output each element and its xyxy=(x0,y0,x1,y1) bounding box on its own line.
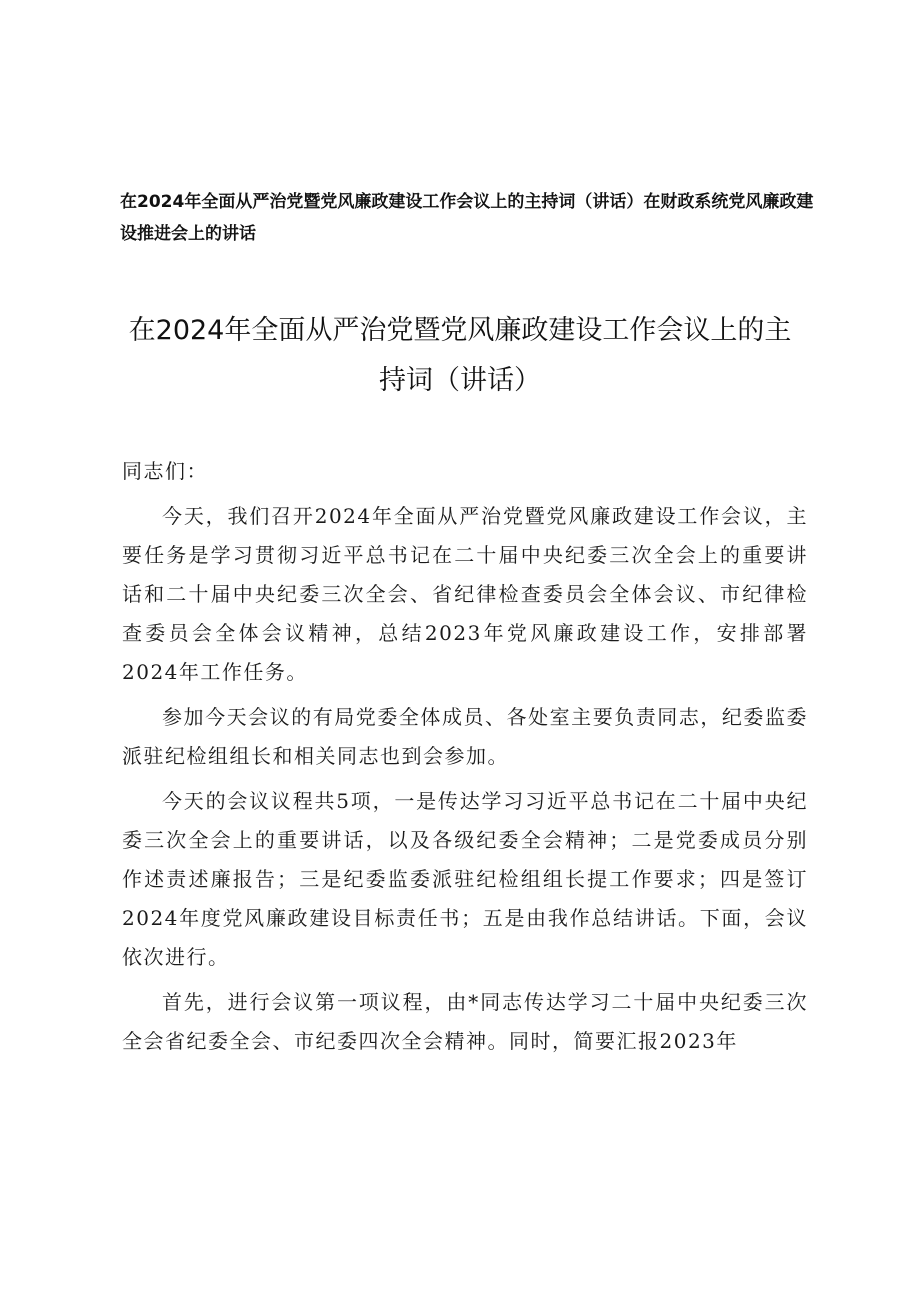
body-paragraph: 首先，进行会议第一项议程，由*同志传达学习二十届中央纪委三次全会省纪委全会、市纪委四次全会精神。同时，简要汇报2023年 xyxy=(122,990,808,1053)
body-paragraph: 参加今天会议的有局党委全体成员、各处室主要负责同志，纪委监委派驻纪检组组长和相关同志也到会参加。 xyxy=(122,705,808,768)
body-paragraph: 今天，我们召开2024年全面从严治党暨党风廉政建设工作会议，主要任务是学习贯彻习近平总书记在二十届中央纪委三次全会上的重要讲话和二十届中央纪委三次全会、省纪律检查委员会全体会议、市纪律检查委员会全体会议精神，总结2023年党风廉政建设工作，安排部署2024年工作任务。 xyxy=(122,504,808,684)
document-header-title: 在2024年全面从严治党暨党风廉政建设工作会议上的主持词（讲话）在财政系统党风廉政建设推进会上的讲话 xyxy=(120,192,814,244)
salutation: 同志们： xyxy=(122,459,208,483)
document-body xyxy=(122,452,808,1067)
body-paragraph: 今天的会议议程共5项，一是传达学习习近平总书记在二十届中央纪委三次全会上的重要讲话，以及各级纪委全会精神；二是党委成员分别作述责述廉报告；三是纪委监委派驻纪检组组长提工作要求；四是签订2024年度党风廉政建设目标责任书；五是由我作总结讲话。下面，会议依次进行。 xyxy=(122,789,808,969)
page-title: 在2024年全面从严治党暨党风廉政建设工作会议上的主持词（讲话） xyxy=(128,315,792,396)
